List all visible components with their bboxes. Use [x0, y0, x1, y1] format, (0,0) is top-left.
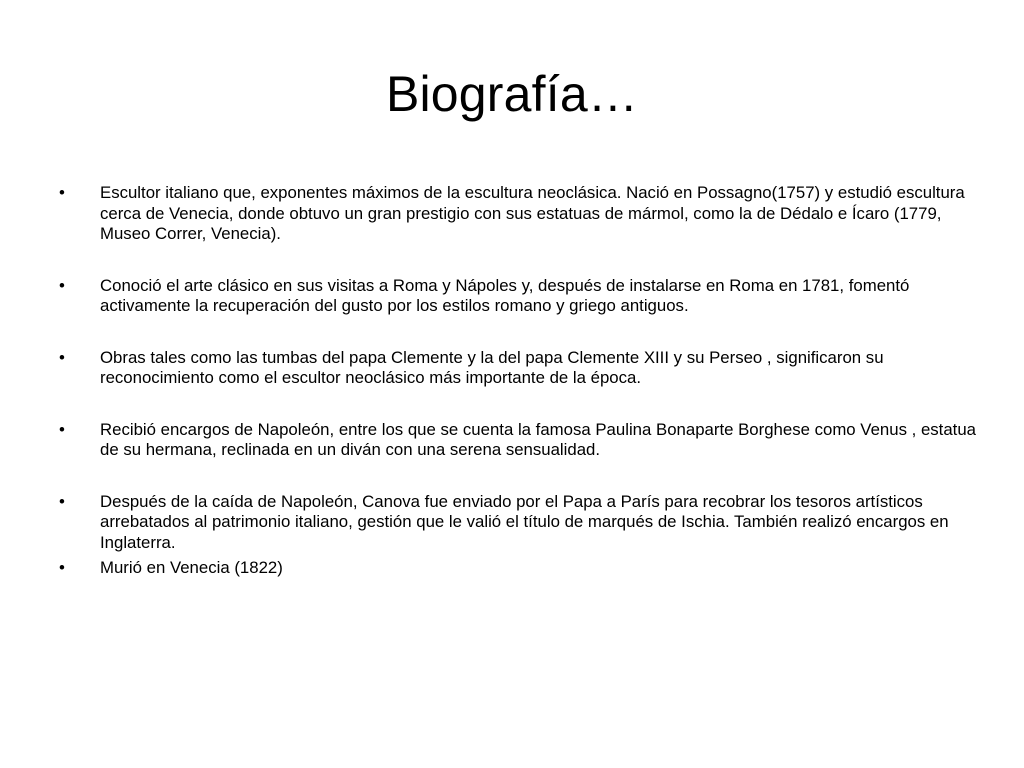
bullet-item	[55, 348, 990, 389]
bullet-text: Obras tales como las tumbas del papa Clemente y la del papa Clemente XIII y su Perseo , significaron su reconocimiento como el escultor neoclásico más importante de la época.	[100, 347, 884, 387]
bullet-icon: •	[59, 183, 65, 202]
bullet-text: Murió en Venecia (1822)	[100, 558, 283, 577]
bullet-text: Recibió encargos de Napoleón, entre los que se cuenta la famosa Paulina Bonaparte Borghese como Venus , estatua de su hermana, reclinada en un diván con una serena sensualidad.	[100, 419, 976, 459]
bullet-text: Escultor italiano que, exponentes máximos de la escultura neoclásica. Nació en Possagno(1757) y estudió escultura cerca de Venecia, donde obtuvo un gran prestigio con sus estatuas de mármol, como la de Dédalo e Ícaro (1779, Museo Correr, Venecia).	[100, 183, 965, 243]
bullet-icon: •	[59, 558, 65, 577]
bullet-text: Conoció el arte clásico en sus visitas a Roma y Nápoles y, después de instalarse en Roma en 1781, fomentó activamente la recuperación del gusto por los estilos romano y griego antiguos.	[100, 275, 910, 315]
bullet-icon: •	[59, 491, 65, 511]
bullet-item	[55, 276, 990, 317]
bullet-text: Después de la caída de Napoleón, Canova fue enviado por el Papa a París para recobrar los tesoros artísticos arrebatados al patrimonio italiano, gestión que le valió el título de marqués de Ischia. También realizó encargos en Inglaterra.	[100, 491, 949, 552]
bullet-icon: •	[59, 347, 65, 367]
bullet-icon: •	[59, 419, 65, 439]
bullet-list	[55, 183, 990, 579]
bullet-icon: •	[59, 275, 65, 295]
bullet-item	[55, 420, 990, 461]
bullet-item	[55, 183, 990, 245]
bullet-item	[55, 492, 990, 554]
bullet-item	[55, 558, 990, 579]
slide-title: Biografía…	[385, 66, 639, 122]
